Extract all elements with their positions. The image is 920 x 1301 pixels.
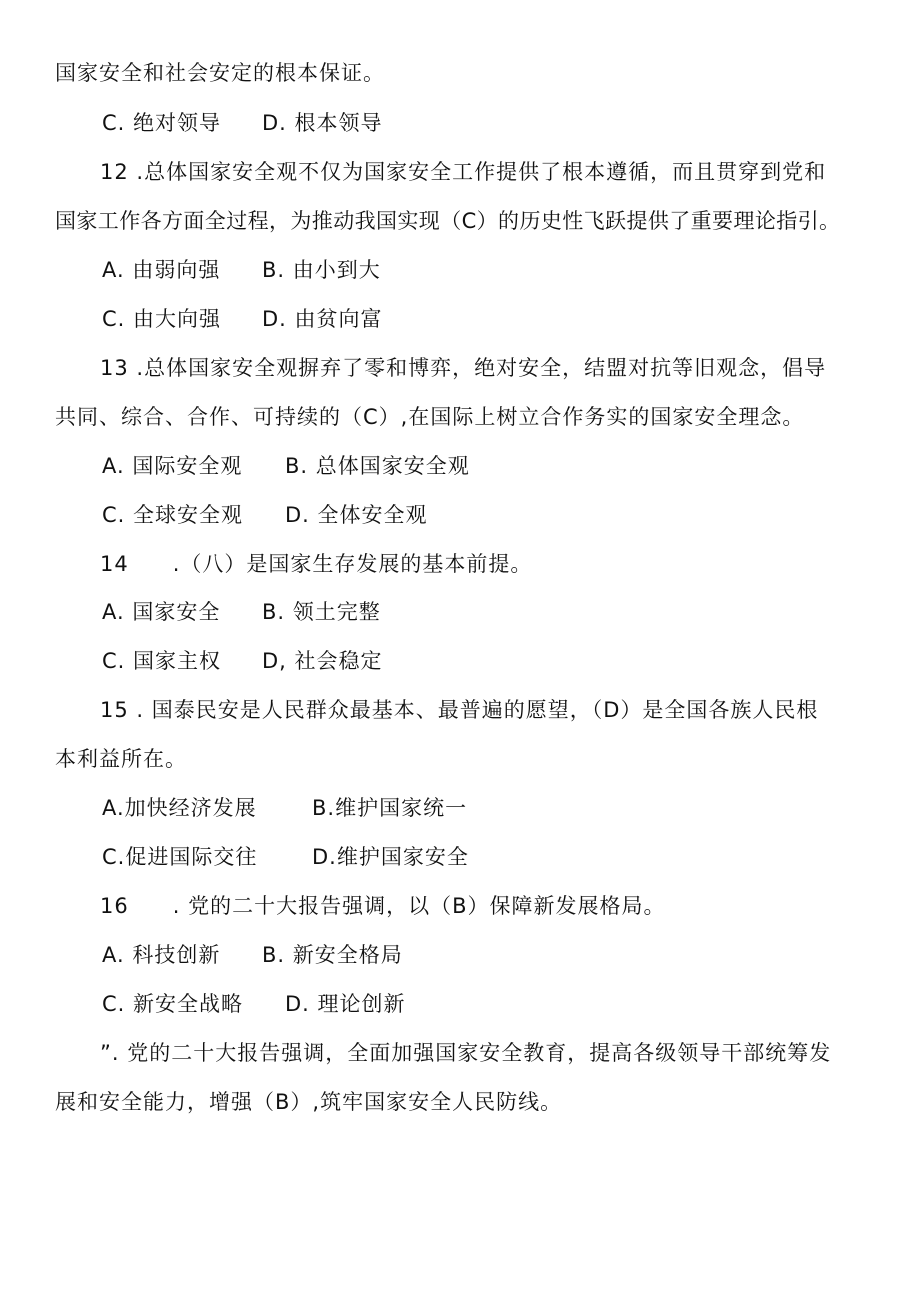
q17-stem-line-2: 展和安全能力，增强（B）,筑牢国家安全人民防线。 [55,1090,563,1114]
q17-stem-line-1: ”. 党的二十大报告强调，全面加强国家安全教育，提高各级领导干部统筹发 [100,1041,832,1065]
q14-option-c: C. 国家主权 [102,649,222,673]
q11-option-d: D. 根本领导 [262,111,383,135]
q13-stem-line-2: 共同、综合、合作、可持续的（C）,在国际上树立合作务实的国家安全理念。 [55,405,805,429]
q13-option-a: A. 国际安全观 [102,454,243,478]
q14-option-a: A. 国家安全 [102,600,221,624]
q16-option-a: A. 科技创新 [102,943,221,967]
q14-option-b: B. 领土完整 [262,600,381,624]
q13-option-d: D. 全体安全观 [285,503,428,527]
q12-stem-line-1: 12 .总体国家安全观不仅为国家安全工作提供了根本遵循，而且贯穿到党和 [100,160,827,184]
q15-option-a: A.加快经济发展 [102,796,257,820]
q16-option-c: C. 新安全战略 [102,992,244,1016]
q12-option-a: A. 由弱向强 [102,258,221,282]
q15-stem-line-2: 本利益所在。 [55,747,187,771]
q15-option-d: D.维护国家安全 [312,845,469,869]
q14-option-d: D, 社会稳定 [262,649,383,673]
q12-option-d: D. 由贫向富 [262,307,383,331]
q14-stem-line-1: 14 .（八）是国家生存发展的基本前提。 [100,552,533,576]
q13-stem-line-1: 13 .总体国家安全观摒弃了零和博弈，绝对安全，结盟对抗等旧观念，倡导 [100,356,827,380]
q12-option-b: B. 由小到大 [262,258,381,282]
q16-stem-line-1: 16 . 党的二十大报告强调，以（B）保障新发展格局。 [100,894,666,918]
intro-tail-text: 国家安全和社会安定的根本保证。 [55,61,385,85]
q15-option-b: B.维护国家统一 [312,796,468,820]
q15-stem-line-1: 15 . 国泰民安是人民群众最基本、最普遍的愿望，（D）是全国各族人民根 [100,698,819,722]
q12-stem-line-2: 国家工作各方面全过程，为推动我国实现（C）的历史性飞跃提供了重要理论指引。 [55,209,841,233]
q13-option-b: B. 总体国家安全观 [285,454,470,478]
q12-option-c: C. 由大向强 [102,307,222,331]
q15-option-c: C.促进国际交往 [102,845,258,869]
q11-option-c: C. 绝对领导 [102,111,222,135]
q16-option-b: B. 新安全格局 [262,943,403,967]
q16-option-d: D. 理论创新 [285,992,406,1016]
q13-option-c: C. 全球安全观 [102,503,244,527]
